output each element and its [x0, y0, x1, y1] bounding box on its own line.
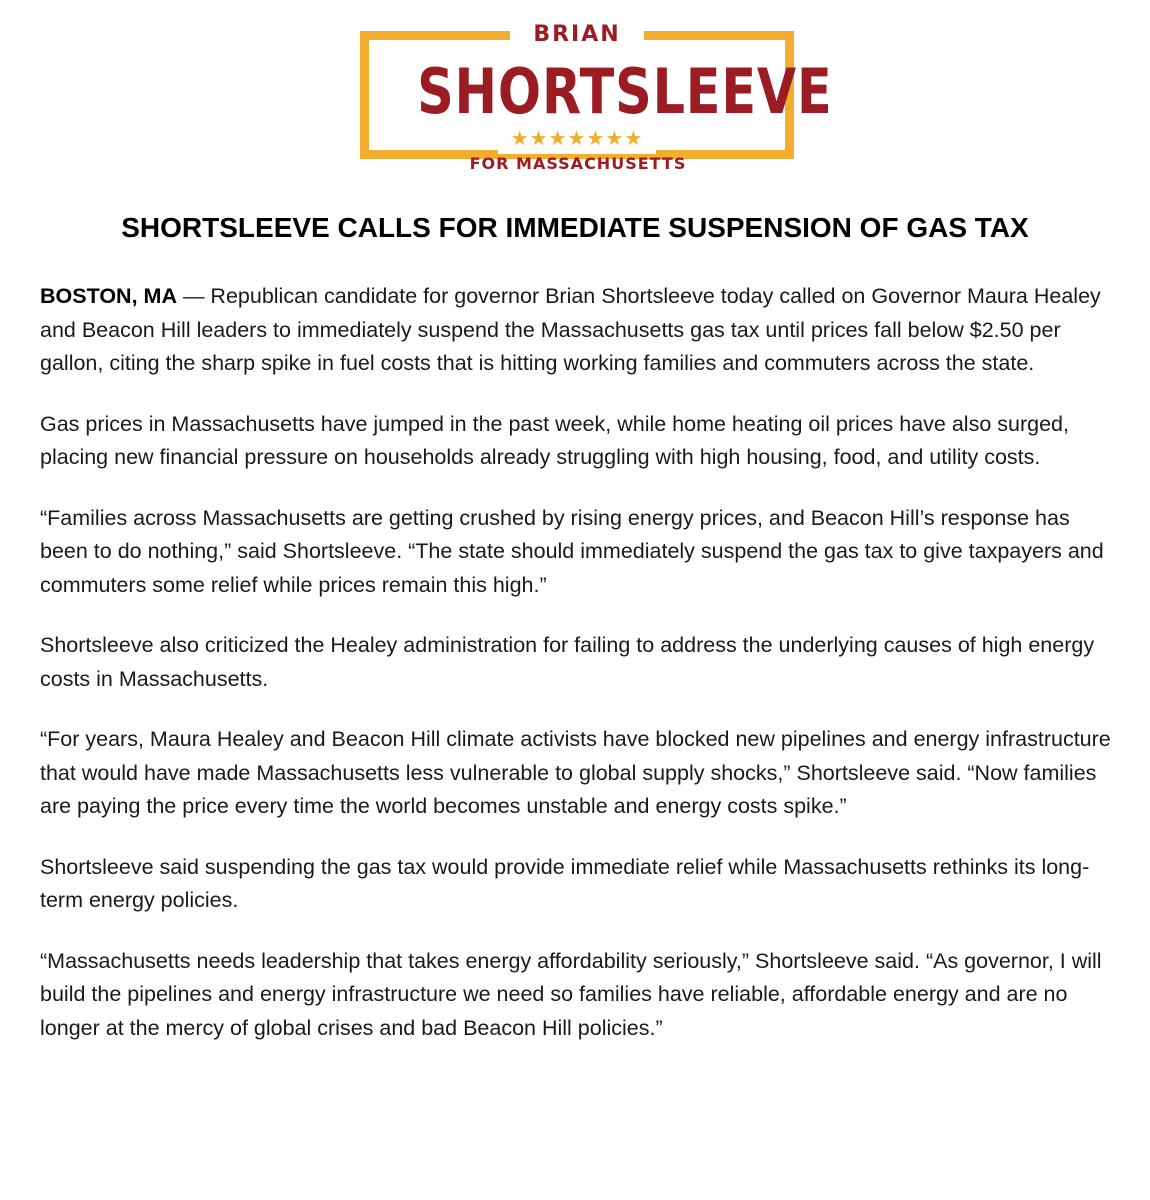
paragraph-2: Gas prices in Massachusetts have jumped in the past week, while home heating oil prices have also surged, placing new financial pressure on households already struggling with high housing, food, and utility costs.	[40, 411, 1069, 469]
dateline: BOSTON, MA	[40, 284, 177, 308]
paragraph-1-text: — Republican candidate for governor Brian Shortsleeve today called on Governor Maura Healey and Beacon Hill leaders to immediately suspend the Massachusetts gas tax until prices fall below $2.50 per gallon, citing the sharp spike in fuel costs that is hitting working families and commuters across the state.	[40, 284, 1101, 375]
paragraph-3: “Families across Massachusetts are getting crushed by rising energy prices, and Beacon Hill’s response has been to do nothing,” said Shortsleeve. “The state should immediately suspend the gas tax to give taxpayers and commuters some relief while prices remain this high.”	[40, 505, 1104, 597]
campaign-logo	[360, 20, 833, 178]
logo-last-name: SHORTSLEEVE	[417, 55, 833, 128]
logo-stars-icon: ★★★★★★★	[510, 128, 644, 150]
paragraph-7: “Massachusetts needs leadership that takes energy affordability seriously,” Shortsleeve said. “As governor, I will build the pipelines and energy infrastructure we need so families have reliable, affordable energy and are no longer at the mercy of global crises and bad Beacon Hill policies.”	[40, 948, 1102, 1040]
paragraph-1	[40, 280, 1120, 381]
press-release-body	[40, 280, 1120, 1072]
paragraph-6: Shortsleeve said suspending the gas tax would provide immediate relief while Massachusetts rethinks its long-term energy policies.	[40, 854, 1090, 912]
logo-tagline: FOR MASSACHUSETTS	[469, 154, 687, 173]
paragraph-4: Shortsleeve also criticized the Healey administration for failing to address the underlying causes of high energy costs in Massachusetts.	[40, 633, 1095, 691]
press-release-headline: SHORTSLEEVE CALLS FOR IMMEDIATE SUSPENSION OF GAS TAX	[121, 212, 1029, 243]
logo-first-name: BRIAN	[533, 22, 621, 47]
paragraph-5: “For years, Maura Healey and Beacon Hill climate activists have blocked new pipelines and energy infrastructure that would have made Massachusetts less vulnerable to global supply shocks,” Shortsleeve said. “Now families are paying the price every time the world becomes unstable and energy costs spike.”	[40, 727, 1111, 818]
